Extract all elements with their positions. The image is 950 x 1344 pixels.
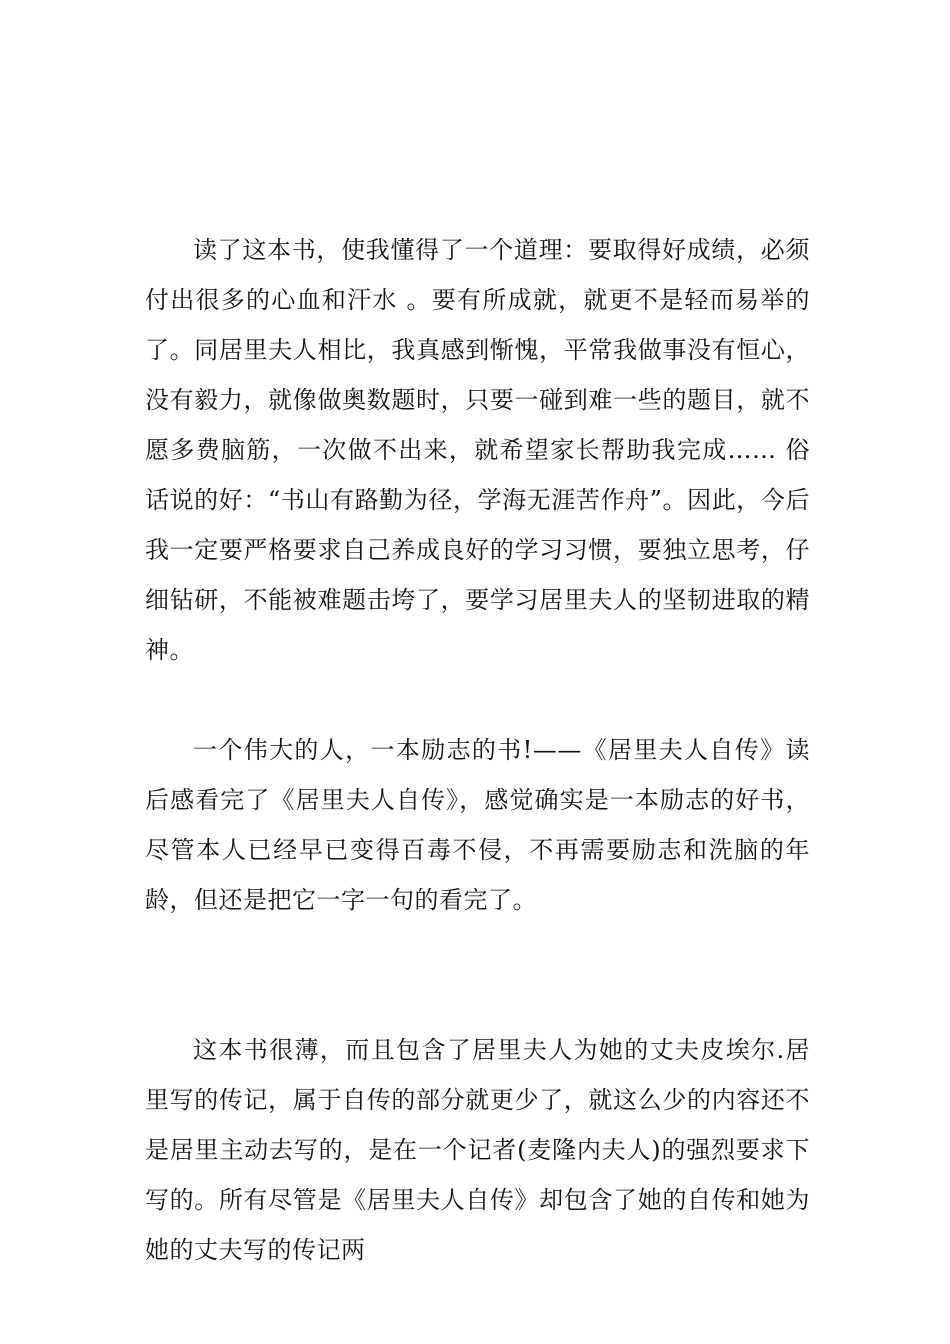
paragraph-review-title: 一个伟大的人，一本励志的书!——《居里夫人自传》读后感看完了《居里夫人自传》，感觉确实是一本励志的好书，尽管本人已经早已变得百毒不侵，不再需要励志和洗脑的年龄，但还是把它一字一句的看完了。 <box>145 736 810 914</box>
paragraph-study-lesson: 读了这本书，使我懂得了一个道理：要取得好成绩，必须付出很多的心血和汗水 。要有所成就，就更不是轻而易举的了。同居里夫人相比，我真感到惭愧，平常我做事没有恒心，没有毅力，就像做奥数题时，只要一碰到难一些的题目，就不愿多费脑筋，一次做不出来，就希望家长帮助我完成…… 俗话说的好：“书山有路勤为径，学海无涯苦作舟”。因此，今后我一定要严格要求自己养成良好的学习习惯，要独立思考，仔细钻研，不能被难题击垮了，要学习居里夫人的坚韧进取的精神。 <box>145 236 810 664</box>
paragraph-book-description: 这本书很薄，而且包含了居里夫人为她的丈夫皮埃尔.居里写的传记，属于自传的部分就更少了，就这么少的内容还不是居里主动去写的，是在一个记者(麦隆内夫人)的强烈要求下写的。所有尽管是《居里夫人自传》却包含了她的自传和她为她的丈夫写的传记两 <box>145 1036 810 1264</box>
